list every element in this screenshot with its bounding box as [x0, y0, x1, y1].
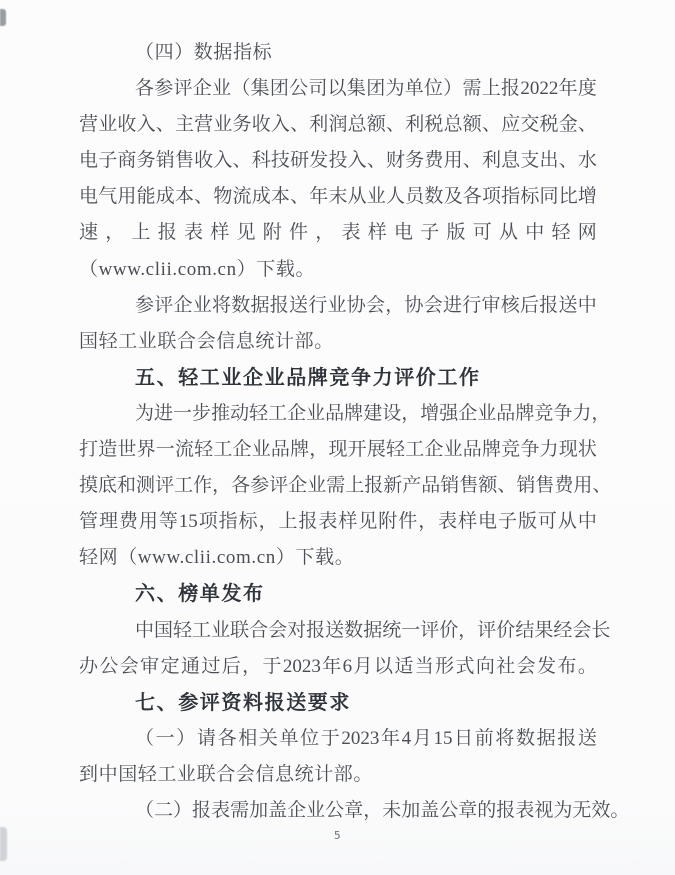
text-line: 到中国轻工业联合会信息统计部。	[79, 763, 374, 785]
text-line: 中 国 轻 工 业 联 合 会 对 报 送 数 据 统 一 评 价 ， 评 价 结 果 经 会 长	[135, 619, 611, 641]
scan-smudge-top-icon	[0, 9, 6, 26]
text-line: 电 子 商 务 销 售 收 入 、 科 技 研 发 投 入 、 财 务 费 用 、 利 息 支 出 、 水	[79, 150, 597, 172]
text-line: 国轻工业联合会信息统计部。	[79, 330, 334, 352]
page-number: 5	[333, 829, 342, 842]
text-block	[79, 35, 630, 829]
text-line: 营 业 收 入 、 主 营 业 务 收 入 、 利 润 总 额 、 利 税 总 额 、 应 交 税 金 、	[79, 114, 597, 136]
text-line: 电 气 用 能 成 本 、 物 流 成 本 、 年 末 从 业 人 员 数 及 各 项 指 标 同 比 增	[79, 186, 597, 208]
section-heading: 七、参评资料报送要求	[135, 691, 351, 714]
text-line: 参 评 企 业 将 数 据 报 送 行 业 协 会 ， 协 会 进 行 审 核 后 报 送 中	[135, 294, 597, 316]
text-line: （ 二 ） 报 表 需 加 盖 企 业 公 章 ， 未 加 盖 公 章 的 报 表 视 为 无 效 。	[135, 799, 630, 821]
text-line: 为 进 一 步 推 动 轻 工 企 业 品 牌 建 设 ， 增 强 企 业 品 牌 竞 争 力 ，	[135, 402, 611, 424]
text-line: 打 造 世 界 一 流 轻 工 企 业 品 牌 ， 现 开 展 轻 工 企 业 品 牌 竞 争 力 现 状	[79, 439, 597, 461]
section-heading: 五、轻工业企业品牌竞争力评价工作	[135, 366, 481, 389]
text-line: 管 理 费 用 等 15 项 指 标 ， 上 报 表 样 见 附 件 ， 表 样 电 子 版 可 从 中	[79, 511, 597, 533]
text-line: （ 一 ） 请 各 相 关 单 位 于 2023 年 4 月 15 日 前 将 数 据 报 送	[135, 727, 597, 749]
text-line: （www.clii.com.cn）下载。	[79, 258, 316, 280]
text-line: 摸 底 和 测 评 工 作 ， 各 参 评 企 业 需 上 报 新 产 品 销 售 额 、 销 售 费 用 、	[79, 475, 612, 497]
text-line: 办 公 会 审 定 通 过 后 ， 于 2023 年 6 月 以 适 当 形 式 向 社 会 发 布 。	[79, 655, 597, 677]
text-line: 轻网（www.clii.com.cn）下载。	[79, 547, 355, 569]
text-line: 各 参 评 企 业 （ 集 团 公 司 以 集 团 为 单 位 ） 需 上 报 2022 年 度	[135, 78, 597, 100]
section-heading: 六、榜单发布	[135, 583, 265, 606]
text-line: 速 ， 上 报 表 样 见 附 件 ， 表 样 电 子 版 可 从 中 轻 网	[79, 222, 597, 244]
scan-smudge-bottom-icon	[0, 827, 7, 861]
text-line: （四）数据指标	[135, 42, 273, 63]
